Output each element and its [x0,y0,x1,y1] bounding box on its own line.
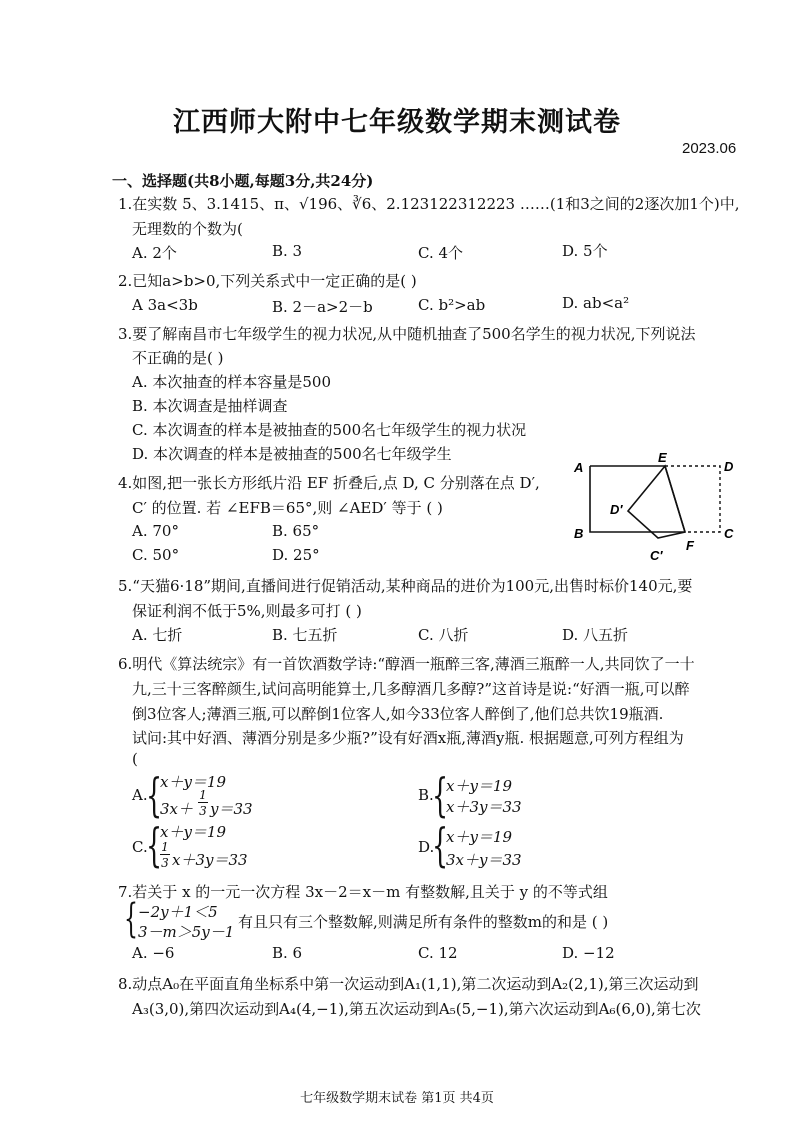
q6-option-a-eq2a: 3x＋ [160,800,194,818]
q7-stem-line1: 7.若关于 x 的一元一次方程 3x－2＝x－m 有整数解,且关于 y 的不等式组 [118,883,608,901]
q1-stem-line1: 1.在实数 5̄、3.1415、π、√196、∛6、2.123122312223 ……(1和3之间的2逐次加1个)中, [118,195,740,213]
q5-option-a: A. 七折 [132,626,183,644]
fig-label-c-prime: C′ [650,548,663,563]
q1-option-a: A. 2个 [132,244,177,262]
fig-label-e: E [658,452,667,465]
q6-stem-line3: 倒3位客人;薄酒三瓶,可以醉倒1位客人,如今33位客人醉倒了,他们总共饮19瓶酒. [132,705,664,723]
q6-option-a-eq2b: y＝33 [210,800,253,818]
q3-option-d: D. 本次调查的样本是被抽查的500名七年级学生 [132,445,452,463]
q6-option-d-eq1: x＋y＝19 [446,828,513,846]
q7-option-c: C. 12 [418,944,458,962]
q3-option-b: B. 本次调查是抽样调查 [132,397,288,415]
q7-option-a: A. −6 [132,944,175,962]
fig-label-a: A [574,460,584,475]
q2-option-b: B. 2－a>2－b [272,298,373,316]
fig-label-c: C [724,526,734,541]
q6-option-a-frac-num: 1 [199,788,207,802]
q6-option-b-label: B. [418,786,434,804]
q7-brace: { [124,896,138,942]
q3-option-c: C. 本次调查的样本是被抽查的500名七年级学生的视力状况 [132,421,527,439]
fig-label-d: D [724,459,734,474]
q5-stem-line2: 保证利润不低于5%,则最多可打 ( ) [132,602,362,620]
q1-stem-line2: 无理数的个数为( [132,220,243,238]
exam-date: 2023.06 [682,140,737,157]
q6-option-b-eq1: x＋y＝19 [446,777,513,795]
q4-option-a: A. 70° [132,522,179,540]
q1-option-d: D. 5个 [562,242,608,260]
q6-stem-line1: 6.明代《算法统宗》有一首饮酒数学诗:“醇酒一瓶醉三客,薄酒三瓶醉一人,共同饮了一十 [118,655,695,673]
q6-option-c-eq2b: x＋3y＝33 [172,851,248,869]
q7-stem-tail: 有且只有三个整数解,则满足所有条件的整数m的和是 ( ) [238,913,609,931]
q5-option-c: C. 八折 [418,626,469,644]
fig-label-f: F [686,538,694,553]
q6-option-c-eq1: x＋y＝19 [160,823,227,841]
q4-stem-line1: 4.如图,把一张长方形纸片沿 EF 折叠后,点 D, C 分别落在点 D′, [118,474,540,492]
q1-option-c: C. 4个 [418,244,464,262]
q4-option-d: D. 25° [272,546,320,564]
q6-option-b-brace: { [432,768,449,822]
q2-stem: 2.已知a>b>0,下列关系式中一定正确的是( ) [118,272,417,290]
q6-stem-line4: 试问:其中好酒、薄酒分别是多少瓶?”设有好酒x瓶,薄酒y瓶. 根据题意,可列方程组为 [132,729,684,747]
fig-label-d-prime: D′ [610,502,623,517]
q6-option-c-label: C. [132,838,148,856]
exam-title: 江西师大附中七年级数学期末测试卷 [173,107,621,138]
q8-stem-line2: A₃(3,0),第四次运动到A₄(4,−1),第五次运动到A₅(5,−1),第六次运动到A₆(6,0),第七次 [132,1000,701,1018]
q7-inequality-2: 3－m＞5y－1 [138,923,235,941]
q6-option-c-brace: { [146,818,163,872]
q5-stem-line1: 5.“天猫6·18”期间,直播间进行促销活动,某种商品的进价为100元,出售时标价140元,要 [118,577,693,595]
q2-option-d: D. ab<a² [562,294,630,312]
q6-stem-line2: 九,三十三客醉颜生,试问高明能算士,几多醇酒几多醇?”这首诗是说:“好酒一瓶,可以醉 [132,680,690,698]
q6-option-a-eq1: x＋y＝19 [160,773,227,791]
q5-option-d: D. 八五折 [562,626,629,644]
q6-stem-line5: ( [132,750,138,768]
section-heading: 一、选择题(共8小题,每题3分,共24分) [112,172,374,190]
q6-option-b-eq2: x＋3y＝33 [446,798,522,816]
q7-option-d: D. −12 [562,944,615,962]
q4-fold-figure [570,452,750,570]
q3-stem-line2: 不正确的是( ) [132,349,224,367]
q6-option-d-label: D. [418,838,435,856]
q6-option-a-frac-den: 3 [199,804,207,818]
page-footer: 七年级数学期末试卷 第1页 共4页 [300,1091,494,1106]
q6-option-c-frac-den: 3 [161,856,169,870]
q6-option-d-eq2: 3x＋y＝33 [446,851,522,869]
q2-option-c: C. b²>ab [418,296,486,314]
q3-stem-line1: 3.要了解南昌市七年级学生的视力状况,从中随机抽查了500名学生的视力状况,下列说法 [118,325,696,343]
q6-option-a-brace: { [146,768,163,822]
q8-stem-line1: 8.动点A₀在平面直角坐标系中第一次运动到A₁(1,1),第二次运动到A₂(2,1),第三次运动到 [118,975,699,993]
q4-stem-line2: C′ 的位置. 若 ∠EFB＝65°,则 ∠AED′ 等于 ( ) [132,499,443,517]
q3-option-a: A. 本次抽查的样本容量是500 [132,373,332,391]
q4-option-b: B. 65° [272,522,320,540]
fig-label-b: B [574,526,584,541]
q5-option-b: B. 七五折 [272,626,338,644]
q7-option-b: B. 6 [272,944,303,962]
q2-option-a: A 3a<3b [132,296,198,314]
q6-option-c-frac-num: 1 [161,840,169,854]
q1-option-b: B. 3 [272,242,303,260]
q7-inequality-1: −2y＋1＜5 [138,903,218,921]
q6-option-a-label: A. [132,786,148,804]
q6-option-d-brace: { [432,818,449,872]
q4-option-c: C. 50° [132,546,180,564]
